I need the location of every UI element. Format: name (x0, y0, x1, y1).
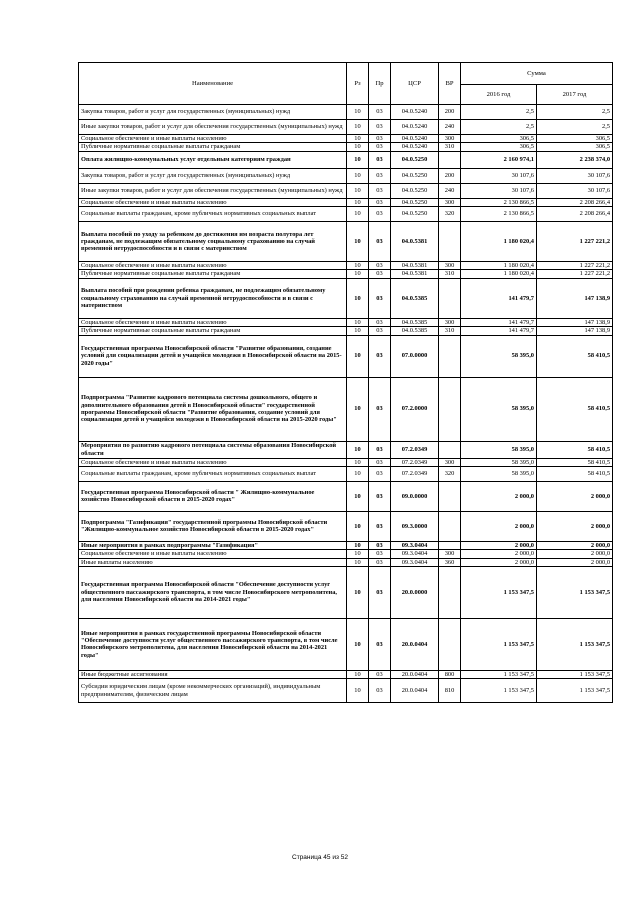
table-row (79, 481, 613, 511)
cell-pr: 03 (369, 466, 391, 481)
cell-pr: 03 (369, 566, 391, 618)
cell-sum-2017: 30 107,6 (537, 168, 613, 183)
cell-rz: 10 (347, 466, 369, 481)
cell-vr (439, 335, 461, 377)
cell-sum-2016: 306,5 (461, 135, 537, 143)
cell-vr (439, 222, 461, 262)
cell-name: Подпрограмма "Развитие кадрового потенциала системы дошкольного, общего и дополнительного образования детей в Новосибирской области" государственной программы Новосибирской области "Развитие образования, создание условий для социализации детей и учащейся молодежи в Новосибирской области на 2015-2020 годы" (79, 377, 347, 441)
cell-name: Иные закупки товаров, работ и услуг для обеспечения государственных (муниципальных) нужд (79, 120, 347, 135)
cell-vr: 310 (439, 270, 461, 278)
cell-name: Подпрограмма "Газификация" государственной программы Новосибирской области "Жилищно-коммунальное хозяйство Новосибирской области в 2015-2020 годах" (79, 511, 347, 541)
cell-vr: 200 (439, 105, 461, 120)
cell-csr: 20.0.0000 (391, 566, 439, 618)
cell-pr: 03 (369, 618, 391, 670)
cell-csr: 04.0.5240 (391, 120, 439, 135)
cell-csr: 04.0.5250 (391, 198, 439, 206)
cell-pr: 03 (369, 670, 391, 678)
cell-vr: 800 (439, 670, 461, 678)
table-row (79, 278, 613, 318)
cell-rz: 10 (347, 458, 369, 466)
page-number: Страница 45 из 52 (292, 854, 348, 861)
cell-sum-2016: 1 153 347,5 (461, 670, 537, 678)
cell-pr: 03 (369, 207, 391, 222)
cell-sum-2016: 58 395,0 (461, 335, 537, 377)
cell-sum-2016: 2 000,0 (461, 550, 537, 558)
table-row (79, 135, 613, 143)
cell-csr: 07.2.0349 (391, 466, 439, 481)
cell-sum-2016: 2 130 866,5 (461, 198, 537, 206)
cell-name: Социальные выплаты гражданам, кроме публичных нормативных социальных выплат (79, 466, 347, 481)
cell-vr: 310 (439, 327, 461, 335)
cell-name: Выплата пособий по уходу за ребенком до достижения им возраста полутора лет гражданам, не подлежащим обязательному социальному страхованию на случай временной нетрудоспособности и в связи с материнством (79, 222, 347, 262)
cell-rz: 10 (347, 135, 369, 143)
budget-table (78, 62, 613, 703)
cell-rz: 10 (347, 558, 369, 566)
cell-sum-2016: 1 180 020,4 (461, 270, 537, 278)
table-row (79, 168, 613, 183)
header-sum: Сумма (461, 63, 613, 85)
cell-csr: 04.0.5250 (391, 183, 439, 198)
table-row (79, 270, 613, 278)
cell-rz: 10 (347, 143, 369, 151)
cell-sum-2016: 2 130 866,5 (461, 207, 537, 222)
cell-sum-2016: 2 000,0 (461, 541, 537, 549)
cell-sum-2016: 1 153 347,5 (461, 566, 537, 618)
cell-rz: 10 (347, 183, 369, 198)
cell-sum-2016: 306,5 (461, 143, 537, 151)
table-row (79, 335, 613, 377)
cell-pr: 03 (369, 198, 391, 206)
cell-sum-2016: 1 153 347,5 (461, 618, 537, 670)
table-row (79, 670, 613, 678)
cell-name: Государственная программа Новосибирской области " Жилищно-коммунальное хозяйство Новосибирской области в 2015-2020 годах" (79, 481, 347, 511)
cell-name: Иные бюджетные ассигнования (79, 670, 347, 678)
cell-csr: 07.0.0000 (391, 335, 439, 377)
cell-sum-2016: 2,5 (461, 120, 537, 135)
table-row (79, 183, 613, 198)
cell-name: Иные мероприятия в рамках государственной программы Новосибирской области "Обеспечение доступности услуг общественного пассажирского транспорта, в том числе Новосибирского метрополитена, для населения Новосибирской области на 2014-2021 годы" (79, 618, 347, 670)
cell-name: Социальное обеспечение и иные выплаты населению (79, 318, 347, 326)
cell-vr: 360 (439, 558, 461, 566)
cell-pr: 03 (369, 377, 391, 441)
cell-csr: 04.0.5250 (391, 151, 439, 168)
cell-name: Мероприятия по развитию кадрового потенциала системы образования Новосибирской области (79, 441, 347, 458)
cell-vr: 300 (439, 198, 461, 206)
cell-csr: 20.0.0404 (391, 670, 439, 678)
cell-pr: 03 (369, 335, 391, 377)
cell-sum-2017: 58 410,5 (537, 377, 613, 441)
cell-csr: 04.0.5385 (391, 318, 439, 326)
cell-rz: 10 (347, 377, 369, 441)
cell-csr: 20.0.0404 (391, 618, 439, 670)
cell-name: Закупка товаров, работ и услуг для государственных (муниципальных) нужд (79, 105, 347, 120)
cell-vr: 240 (439, 183, 461, 198)
cell-sum-2016: 2 000,0 (461, 511, 537, 541)
cell-sum-2016: 58 395,0 (461, 441, 537, 458)
cell-name: Социальные выплаты гражданам, кроме публичных нормативных социальных выплат (79, 207, 347, 222)
cell-sum-2016: 141 479,7 (461, 327, 537, 335)
cell-rz: 10 (347, 207, 369, 222)
cell-csr: 07.2.0000 (391, 377, 439, 441)
cell-rz: 10 (347, 566, 369, 618)
header-csr: ЦСР (391, 63, 439, 105)
cell-pr: 03 (369, 183, 391, 198)
cell-pr: 03 (369, 458, 391, 466)
cell-sum-2016: 2 160 974,1 (461, 151, 537, 168)
cell-csr: 09.3.0404 (391, 541, 439, 549)
cell-sum-2017: 306,5 (537, 143, 613, 151)
cell-vr: 810 (439, 679, 461, 703)
cell-pr: 03 (369, 511, 391, 541)
cell-name: Социальное обеспечение и иные выплаты населению (79, 262, 347, 270)
cell-csr: 09.0.0000 (391, 481, 439, 511)
cell-csr: 04.0.5250 (391, 168, 439, 183)
cell-sum-2016: 58 395,0 (461, 458, 537, 466)
cell-pr: 03 (369, 270, 391, 278)
cell-sum-2016: 2 000,0 (461, 481, 537, 511)
table-row (79, 262, 613, 270)
header-pr: Пр (369, 63, 391, 105)
cell-pr: 03 (369, 120, 391, 135)
table-row (79, 143, 613, 151)
cell-pr: 03 (369, 278, 391, 318)
cell-vr (439, 618, 461, 670)
cell-csr: 04.0.5250 (391, 207, 439, 222)
cell-sum-2017: 2 000,0 (537, 558, 613, 566)
cell-csr: 09.3.0404 (391, 550, 439, 558)
table-row (79, 120, 613, 135)
cell-sum-2017: 1 153 347,5 (537, 566, 613, 618)
cell-sum-2016: 58 395,0 (461, 377, 537, 441)
cell-vr: 300 (439, 135, 461, 143)
cell-sum-2017: 1 153 347,5 (537, 679, 613, 703)
cell-vr (439, 481, 461, 511)
cell-vr (439, 151, 461, 168)
cell-rz: 10 (347, 541, 369, 549)
cell-csr: 04.0.5385 (391, 327, 439, 335)
cell-vr (439, 278, 461, 318)
table-row (79, 541, 613, 549)
cell-vr: 320 (439, 207, 461, 222)
cell-vr: 300 (439, 318, 461, 326)
cell-csr: 04.0.5381 (391, 262, 439, 270)
cell-csr: 04.0.5381 (391, 270, 439, 278)
table-row (79, 458, 613, 466)
cell-name: Закупка товаров, работ и услуг для государственных (муниципальных) нужд (79, 168, 347, 183)
cell-rz: 10 (347, 327, 369, 335)
cell-rz: 10 (347, 120, 369, 135)
cell-vr: 200 (439, 168, 461, 183)
cell-rz: 10 (347, 511, 369, 541)
cell-name: Субсидии юридическим лицам (кроме некоммерческих организаций), индивидуальным предпринимателям, физическим лицам (79, 679, 347, 703)
cell-sum-2016: 1 180 020,4 (461, 262, 537, 270)
cell-name: Иные мероприятия в рамках подпрограммы "Газификация" (79, 541, 347, 549)
cell-sum-2016: 30 107,6 (461, 183, 537, 198)
cell-name: Публичные нормативные социальные выплаты гражданам (79, 143, 347, 151)
cell-sum-2016: 30 107,6 (461, 168, 537, 183)
cell-name: Государственная программа Новосибирской области "Развитие образования, создание условий для социализации детей и учащейся молодежи в Новосибирской области на 2015-2020 годы" (79, 335, 347, 377)
table-row (79, 222, 613, 262)
cell-name: Социальное обеспечение и иные выплаты населению (79, 458, 347, 466)
cell-sum-2017: 58 410,5 (537, 441, 613, 458)
cell-sum-2017: 1 227 221,2 (537, 270, 613, 278)
cell-rz: 10 (347, 262, 369, 270)
table-row (79, 511, 613, 541)
cell-pr: 03 (369, 135, 391, 143)
cell-vr: 320 (439, 466, 461, 481)
cell-csr: 07.2.0349 (391, 458, 439, 466)
cell-rz: 10 (347, 198, 369, 206)
cell-pr: 03 (369, 143, 391, 151)
cell-pr: 03 (369, 541, 391, 549)
cell-vr: 300 (439, 262, 461, 270)
cell-sum-2017: 2,5 (537, 105, 613, 120)
header-rz: Рз (347, 63, 369, 105)
cell-sum-2017: 147 138,9 (537, 318, 613, 326)
cell-sum-2017: 306,5 (537, 135, 613, 143)
cell-name: Публичные нормативные социальные выплаты гражданам (79, 270, 347, 278)
cell-rz: 10 (347, 670, 369, 678)
table-row (79, 550, 613, 558)
cell-csr: 04.0.5240 (391, 143, 439, 151)
cell-sum-2017: 58 410,5 (537, 458, 613, 466)
cell-pr: 03 (369, 262, 391, 270)
cell-sum-2016: 1 153 347,5 (461, 679, 537, 703)
cell-rz: 10 (347, 441, 369, 458)
cell-name: Публичные нормативные социальные выплаты гражданам (79, 327, 347, 335)
cell-name: Социальное обеспечение и иные выплаты населению (79, 198, 347, 206)
cell-sum-2017: 2 000,0 (537, 541, 613, 549)
cell-sum-2017: 2 208 266,4 (537, 207, 613, 222)
cell-rz: 10 (347, 168, 369, 183)
table-row (79, 105, 613, 120)
table-row (79, 466, 613, 481)
cell-csr: 04.0.5240 (391, 135, 439, 143)
cell-pr: 03 (369, 327, 391, 335)
cell-rz: 10 (347, 278, 369, 318)
cell-rz: 10 (347, 335, 369, 377)
cell-pr: 03 (369, 441, 391, 458)
cell-rz: 10 (347, 105, 369, 120)
cell-rz: 10 (347, 318, 369, 326)
cell-sum-2016: 2,5 (461, 105, 537, 120)
cell-sum-2017: 147 138,9 (537, 327, 613, 335)
table-row (79, 679, 613, 703)
cell-rz: 10 (347, 151, 369, 168)
cell-sum-2017: 2 238 374,0 (537, 151, 613, 168)
table-row (79, 377, 613, 441)
cell-sum-2017: 1 153 347,5 (537, 670, 613, 678)
cell-vr (439, 441, 461, 458)
cell-name: Социальное обеспечение и иные выплаты населению (79, 550, 347, 558)
cell-sum-2017: 2,5 (537, 120, 613, 135)
table-row (79, 318, 613, 326)
table-row (79, 566, 613, 618)
cell-sum-2017: 30 107,6 (537, 183, 613, 198)
table-row (79, 151, 613, 168)
cell-sum-2017: 2 000,0 (537, 481, 613, 511)
cell-pr: 03 (369, 222, 391, 262)
cell-csr: 09.3.0404 (391, 558, 439, 566)
cell-rz: 10 (347, 618, 369, 670)
cell-rz: 10 (347, 270, 369, 278)
cell-vr (439, 566, 461, 618)
cell-sum-2016: 141 479,7 (461, 318, 537, 326)
table-row (79, 198, 613, 206)
table-row (79, 207, 613, 222)
cell-pr: 03 (369, 168, 391, 183)
cell-sum-2016: 2 000,0 (461, 558, 537, 566)
cell-vr: 300 (439, 458, 461, 466)
table-row (79, 618, 613, 670)
cell-rz: 10 (347, 481, 369, 511)
cell-name: Выплата пособий при рождении ребенка гражданам, не подлежащим обязательному социальному страхованию на случай временной нетрудоспособности и в связи с материнством (79, 278, 347, 318)
cell-csr: 09.3.0000 (391, 511, 439, 541)
cell-rz: 10 (347, 679, 369, 703)
header-year-2017: 2017 год (537, 85, 613, 105)
cell-rz: 10 (347, 222, 369, 262)
cell-sum-2017: 2 208 266,4 (537, 198, 613, 206)
cell-name: Иные выплаты населению (79, 558, 347, 566)
cell-sum-2017: 58 410,5 (537, 466, 613, 481)
cell-vr: 240 (439, 120, 461, 135)
header-vr: ВР (439, 63, 461, 105)
cell-rz: 10 (347, 550, 369, 558)
cell-sum-2016: 141 479,7 (461, 278, 537, 318)
cell-sum-2017: 1 227 221,2 (537, 222, 613, 262)
cell-sum-2017: 1 227 221,2 (537, 262, 613, 270)
cell-sum-2016: 1 180 020,4 (461, 222, 537, 262)
table-row (79, 441, 613, 458)
cell-csr: 04.0.5381 (391, 222, 439, 262)
table-row (79, 558, 613, 566)
table-row (79, 327, 613, 335)
cell-csr: 04.0.5240 (391, 105, 439, 120)
cell-vr (439, 541, 461, 549)
cell-name: Оплата жилищно-коммунальных услуг отдельным категориям граждан (79, 151, 347, 168)
table-header (79, 63, 613, 105)
cell-pr: 03 (369, 679, 391, 703)
cell-vr: 300 (439, 550, 461, 558)
cell-pr: 03 (369, 550, 391, 558)
header-year-2016: 2016 год (461, 85, 537, 105)
cell-vr (439, 377, 461, 441)
cell-vr (439, 511, 461, 541)
table-body (79, 105, 613, 703)
cell-pr: 03 (369, 318, 391, 326)
cell-name: Государственная программа Новосибирской области "Обеспечение доступности услуг общественного пассажирского транспорта, в том числе Новосибирского метрополитена, для населения Новосибирской области на 2014-2021 годы" (79, 566, 347, 618)
cell-name: Социальное обеспечение и иные выплаты населению (79, 135, 347, 143)
cell-csr: 04.0.5385 (391, 278, 439, 318)
cell-sum-2016: 58 395,0 (461, 466, 537, 481)
header-name: Наименование (79, 63, 347, 105)
cell-sum-2017: 2 000,0 (537, 511, 613, 541)
cell-sum-2017: 147 138,9 (537, 278, 613, 318)
cell-pr: 03 (369, 105, 391, 120)
cell-pr: 03 (369, 481, 391, 511)
cell-csr: 20.0.0404 (391, 679, 439, 703)
cell-sum-2017: 58 410,5 (537, 335, 613, 377)
cell-pr: 03 (369, 151, 391, 168)
cell-sum-2017: 2 000,0 (537, 550, 613, 558)
cell-sum-2017: 1 153 347,5 (537, 618, 613, 670)
cell-csr: 07.2.0349 (391, 441, 439, 458)
cell-vr: 310 (439, 143, 461, 151)
cell-name: Иные закупки товаров, работ и услуг для обеспечения государственных (муниципальных) нужд (79, 183, 347, 198)
cell-pr: 03 (369, 558, 391, 566)
